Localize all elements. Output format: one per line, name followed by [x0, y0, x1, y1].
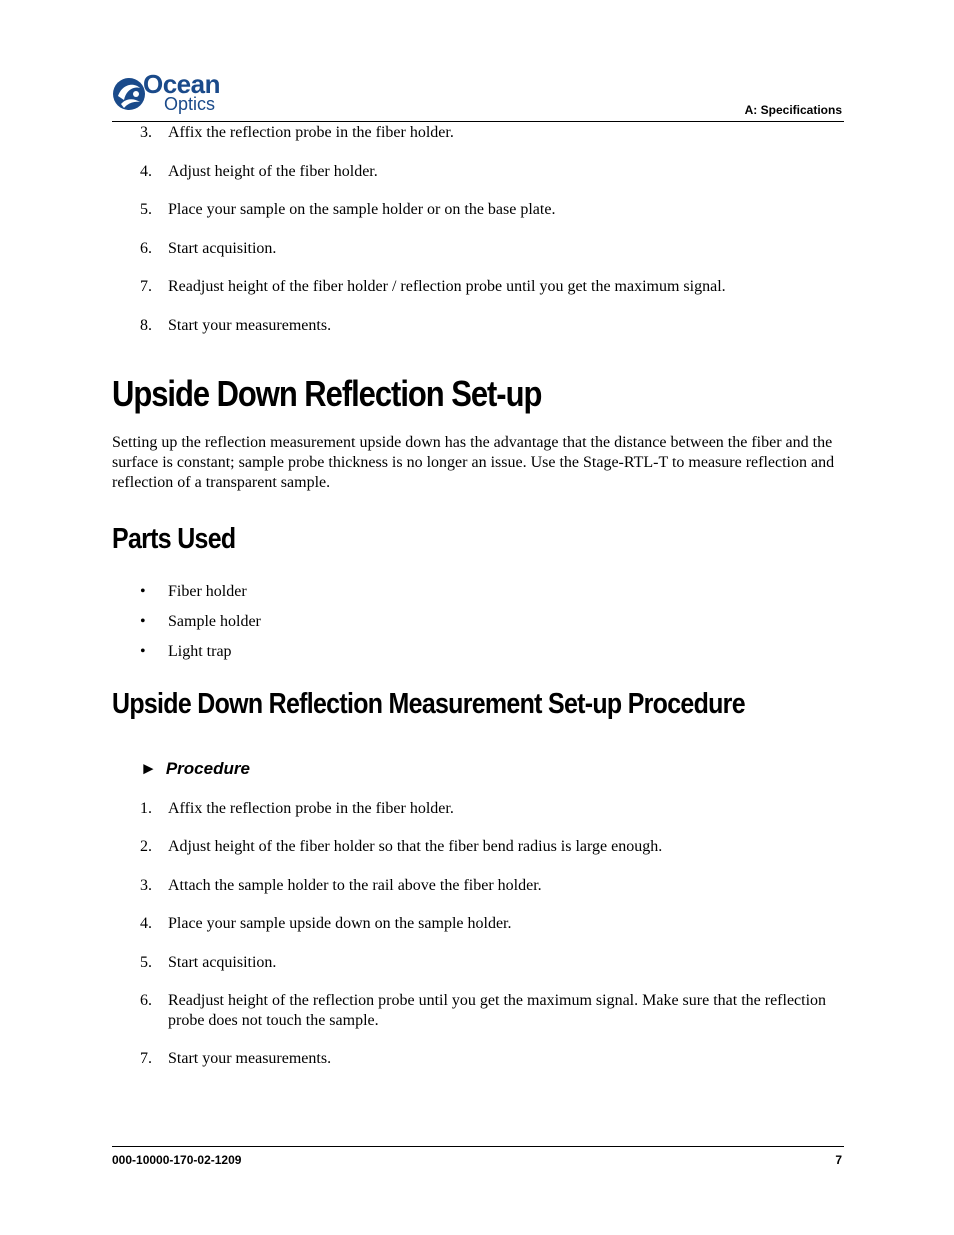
list-item-text: Readjust height of the fiber holder / reflection probe until you get the maximum signal. — [168, 278, 726, 295]
list-item-number: 6. — [140, 240, 152, 257]
bullet-item-text: Light trap — [168, 643, 232, 660]
list-item-text: Affix the reflection probe in the fiber holder. — [168, 124, 454, 141]
list-item-number: 5. — [140, 201, 152, 218]
step-number: 4. — [140, 915, 152, 932]
list-item-text: Place your sample on the sample holder or on the base plate. — [168, 201, 556, 218]
page-footer — [112, 1146, 844, 1167]
bullet-icon: • — [140, 643, 146, 660]
step-number: 2. — [140, 838, 152, 855]
ocean-wave-logo-icon — [112, 74, 146, 114]
page-title: Upside Down Reflection Set-up — [112, 373, 542, 414]
intro-paragraph: Setting up the reflection measurement upside down has the advantage that the distance between the fiber and the surface is constant; sample probe thickness is no longer an issue. Use the Stage-RTL-T to measure reflection and reflection of a transparent sample. — [112, 434, 835, 491]
step-text: Start acquisition. — [168, 954, 277, 971]
bullet-item-text: Sample holder — [168, 613, 261, 630]
bullet-icon: • — [140, 583, 146, 600]
arrow-right-icon: ► — [140, 759, 157, 778]
step-text: Attach the sample holder to the rail above the fiber holder. — [168, 877, 542, 894]
logo-text-optics: Optics — [164, 94, 216, 114]
step-text: Place your sample upside down on the sample holder. — [168, 915, 512, 932]
procedure-label — [140, 758, 250, 780]
document-number: 000-10000-170-02-1209 — [112, 1153, 242, 1167]
header-section-label: A: Specifications — [744, 103, 842, 117]
step-number: 1. — [140, 800, 152, 817]
bullet-item-text: Fiber holder — [168, 583, 247, 600]
step-text: Affix the reflection probe in the fiber holder. — [168, 800, 454, 817]
list-item-text: Start your measurements. — [168, 317, 332, 334]
page-number: 7 — [835, 1153, 842, 1167]
ocean-optics-logo — [112, 70, 232, 118]
list-item-number: 4. — [140, 163, 152, 180]
bullet-icon: • — [140, 613, 146, 630]
procedure-section-heading: Upside Down Reflection Measurement Set-up Procedure — [112, 688, 745, 720]
list-item-number: 7. — [140, 278, 152, 295]
step-text: Adjust height of the fiber holder so that the fiber bend radius is large enough. — [168, 838, 663, 855]
logo-text-ocean: Ocean — [143, 69, 220, 99]
step-number: 3. — [140, 877, 152, 894]
step-text: Start your measurements. — [168, 1050, 332, 1067]
list-item-text: Adjust height of the fiber holder. — [168, 163, 378, 180]
step-text: Readjust height of the reflection probe until you get the maximum signal. Make sure that the reflection probe does not touch the sample. — [168, 992, 827, 1029]
list-item-text: Start acquisition. — [168, 240, 277, 257]
step-number: 7. — [140, 1050, 152, 1067]
procedure-label-text: Procedure — [165, 759, 250, 778]
parts-used-heading: Parts Used — [112, 523, 236, 555]
list-item-number: 3. — [140, 124, 152, 141]
list-item-number: 8. — [140, 317, 152, 334]
page-header — [112, 68, 844, 122]
step-number: 6. — [140, 992, 152, 1009]
step-number: 5. — [140, 954, 152, 971]
